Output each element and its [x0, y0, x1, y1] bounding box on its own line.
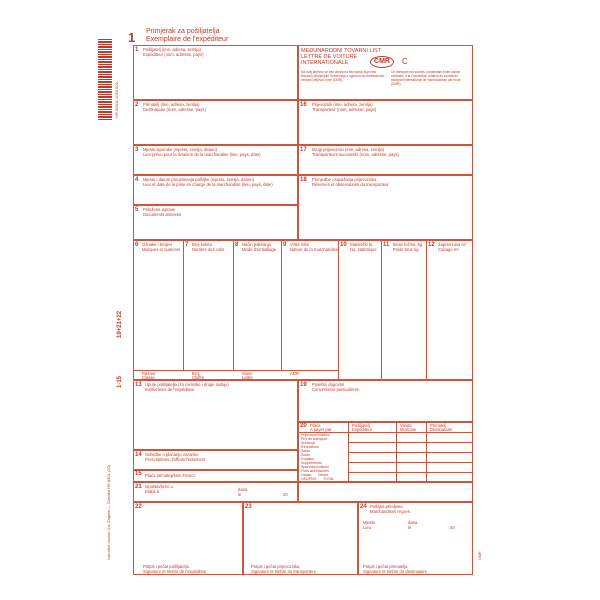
pay-row-9: Sporedni troškovi	[301, 465, 329, 469]
box-4-fr: Lieu et date de la prise en charge de la marchandise (lieu, pays, date)	[143, 182, 273, 187]
margin-nums-mid: 19+21+22	[117, 310, 123, 338]
box-24-num: 24	[360, 504, 367, 510]
box-24-fr: Marchandises reçues	[370, 509, 410, 514]
box-19-fr: Conventions particulières	[312, 387, 360, 392]
box-24-mjesto: Mjesto	[363, 520, 376, 525]
box-22-num: 22	[135, 504, 142, 510]
pay-header-3: Primatelj	[430, 423, 447, 428]
pay-row-12: Divers	[318, 473, 329, 477]
cmr-sheet	[98, 20, 503, 580]
box-14-hr: Odredbe o plaćanju vozarine	[145, 452, 199, 457]
barcode	[98, 38, 112, 120]
box-24-lieu: Lieu	[363, 525, 371, 530]
box-17-fr: Transporteurs successifs (nom, adresse, pays)	[312, 152, 399, 157]
cmr-left-note: Na ovaj prijevoz se bez obzira na bilo kakvu suprotnu klauzulu primjenjuje Konvencija o ugovoru za međunarodni cestovni prijevoz robe (CMR).	[301, 70, 385, 82]
box-21-dana: dana	[238, 487, 248, 492]
box-4-hr: Mjesto i datum preuzimanja pošiljke (mjesto, zemlja, datum)	[143, 177, 255, 182]
box-21-num: 21	[135, 484, 142, 490]
col-6-hr: Oznake i brojevi	[142, 242, 173, 247]
box-1-num: 1	[135, 47, 139, 53]
box-15-num: 15	[135, 471, 142, 477]
pay-row-3: Sniženja	[301, 441, 315, 445]
box-5-num: 5	[135, 207, 139, 213]
box-21-20: 20	[283, 492, 288, 497]
box-4-num: 4	[135, 177, 139, 183]
box-24-hr: Pošiljka primljena	[370, 504, 403, 509]
pay-header-2-fr: Monnaie	[400, 427, 417, 432]
box-24-sig-fr: Signature et timbre du destinataire	[363, 569, 428, 574]
box-23-hr: Potpis i pečat prijevoznika	[251, 564, 300, 569]
box-5-hr: Priložene isprave	[143, 207, 176, 212]
copy-title-hr: Primjerak za pošiljatelja	[146, 28, 220, 35]
box-13-num: 13	[135, 382, 142, 388]
box-21-le: le	[238, 492, 242, 497]
goods-footer-fr-1: Classe	[142, 375, 155, 380]
goods-footer-fr-3: Lettre	[242, 375, 253, 380]
box-3-hr: Mjesto isporuke (mjesto, zemlja, datum)	[143, 147, 218, 152]
pay-row-14: TOTAL	[323, 477, 335, 481]
box-17-num: 17	[300, 147, 307, 153]
goods-footer-fr-2: Chiffre	[192, 375, 205, 380]
box-1-fr: Expéditeur (nom, adresse, pays)	[143, 52, 204, 57]
box-16-num: 16	[300, 102, 307, 108]
cmr-badge: CMR	[370, 56, 394, 68]
pay-row-11: Ostalo	[301, 473, 312, 477]
pay-row-5: Saldo	[301, 449, 311, 453]
col-6-fr: Marques et numéros	[142, 247, 181, 252]
box-19-num: 19	[300, 382, 307, 388]
cmr-badge-letter: C	[402, 57, 408, 66]
pay-header-1-fr: Expéditeur	[352, 427, 373, 432]
box-24-le: le	[408, 525, 412, 530]
col-9-num: 9	[283, 242, 287, 248]
pay-row-4: Réductions	[301, 445, 319, 449]
pay-header-1: Pošiljatelj	[352, 423, 370, 428]
box-cod-right[interactable]	[298, 482, 473, 502]
box-22-hr: Potpis i pečat pošiljatelja	[143, 564, 189, 569]
col-9-fr: Nature de la marchandise	[290, 247, 338, 252]
col-10-fr: No. statistique	[350, 247, 377, 252]
col-12-num: 12	[428, 242, 435, 248]
box-16-hr: Prijevoznik (ime, adresa, zemlja)	[312, 102, 373, 107]
box-2-hr: Primatelj (ime, adresa, zemlja)	[143, 102, 200, 107]
box-24-20: 20	[450, 525, 455, 530]
margin-nums-top: 1-15	[117, 375, 123, 388]
col-8-num: 8	[235, 242, 239, 248]
box-23-fr: Signature et timbre du transporteur	[251, 569, 316, 574]
col-12-fr: Cubage m³	[438, 247, 459, 252]
box-14-fr: Prescriptions d'affranchissement	[145, 457, 206, 462]
col-7-num: 7	[185, 242, 189, 248]
goods-footer-3: Slovo	[242, 371, 253, 376]
barcode-text: NR 00401 1053 001	[114, 82, 119, 118]
pay-header-2: Valuta	[400, 423, 412, 428]
cmr-line-1: MEĐUNARODNI TOVARNI LIST	[301, 48, 382, 54]
box-13-fr: Instructions de l'expéditeur	[145, 387, 195, 392]
pay-row-8: Suppléments	[301, 461, 322, 465]
col-11-fr: Poids brut, kg	[393, 247, 419, 252]
goods-footer-1: Razred	[142, 371, 156, 376]
cmr-line-2: LETTRE DE VOITURE	[301, 54, 358, 60]
pay-header-3-fr: Destinataire	[430, 427, 453, 432]
box-15-hr: Plaća primatelj/Non Franco	[145, 473, 196, 478]
pay-row-13: UKUPNO	[301, 477, 317, 481]
right-margin-note: CMR	[478, 551, 482, 560]
box-5-fr: Documents annexés	[143, 212, 182, 217]
box-21-fr: Etabli à	[145, 489, 159, 494]
col-12-hr: Zapremnina m³	[438, 242, 467, 247]
pay-row-6: Solde	[301, 453, 311, 457]
box-20-hr: Plaća	[310, 423, 321, 428]
pay-row-1: Prijevozni troškovi	[301, 433, 330, 437]
col-10-hr: Statistički br.	[350, 242, 374, 247]
box-3-num: 3	[135, 147, 139, 153]
col-7-hr: Broj koleta	[192, 242, 212, 247]
box-18-fr: Réserves et observations du transporteur	[312, 182, 389, 187]
col-10-num: 10	[340, 242, 347, 248]
col-7-fr: Nombre des colis	[192, 247, 225, 252]
box-20-num: 20	[300, 423, 307, 429]
box-17-hr: Drugi prijevoznici (ime, adresa, zemlja)	[312, 147, 385, 152]
pay-row-10: Frais accessoires	[301, 469, 329, 473]
col-6-num: 6	[135, 242, 139, 248]
box-19-hr: Posebni dogovori	[312, 382, 345, 387]
copy-number: 1	[128, 30, 136, 45]
box-24-dana: dana	[408, 520, 418, 525]
goods-footer-4: ADR	[290, 371, 299, 376]
col-9-hr: Vrsta robe	[290, 242, 310, 247]
box-16-fr: Transporteur (nom, adresse, pays)	[312, 107, 377, 112]
pay-row-7: Doplatci	[301, 457, 314, 461]
cmr-right-note: Ce transport est soumis, nonobstant toute clause contraire, à la Convention relative au contrat de transport international de marchandises par route (CMR).	[391, 70, 461, 86]
box-1-hr: Pošiljatelj (ime, adresa, zemlja)	[143, 47, 201, 52]
box-14-num: 14	[135, 452, 142, 458]
box-13-hr: Upute pošiljatelja (za carinske i druge radnje)	[145, 382, 229, 387]
box-18-hr: Primjedbe i zapažanja prijevoznika	[312, 177, 377, 182]
col-8-fr: Mode d'emballage	[242, 247, 277, 252]
box-18-num: 18	[300, 177, 307, 183]
pay-row-2: Prix de transport	[301, 437, 328, 441]
margin-note-1: Narodne novine d.d. Zagreb — Oznaka HR 8301 (20)	[106, 465, 111, 560]
box-24-sig-hr: Potpis i pečat primatelja	[363, 564, 408, 569]
col-8-hr: Način pakiranja	[242, 242, 271, 247]
box-3-fr: Lieu prévu pour la livraison de la marchandise (lieu, pays, date)	[143, 152, 261, 157]
col-11-hr: Bruto težina, kg	[393, 242, 423, 247]
cmr-line-3: INTERNATIONALE	[301, 60, 349, 66]
copy-title-fr: Exemplaire de l'expéditeur	[146, 36, 229, 43]
box-23-num: 23	[245, 504, 252, 510]
box-20-fr: A payer par	[310, 427, 332, 432]
goods-section	[133, 240, 473, 380]
box-2-fr: Destinataire (nom, adresse, pays)	[143, 107, 206, 112]
box-2-num: 2	[135, 102, 139, 108]
col-11-num: 11	[383, 242, 390, 248]
box-21-hr: Ispostavljeno u	[145, 484, 173, 489]
box-22-fr: Signature et timbre de l'expéditeur	[143, 569, 207, 574]
goods-footer-2: Broj	[192, 371, 200, 376]
